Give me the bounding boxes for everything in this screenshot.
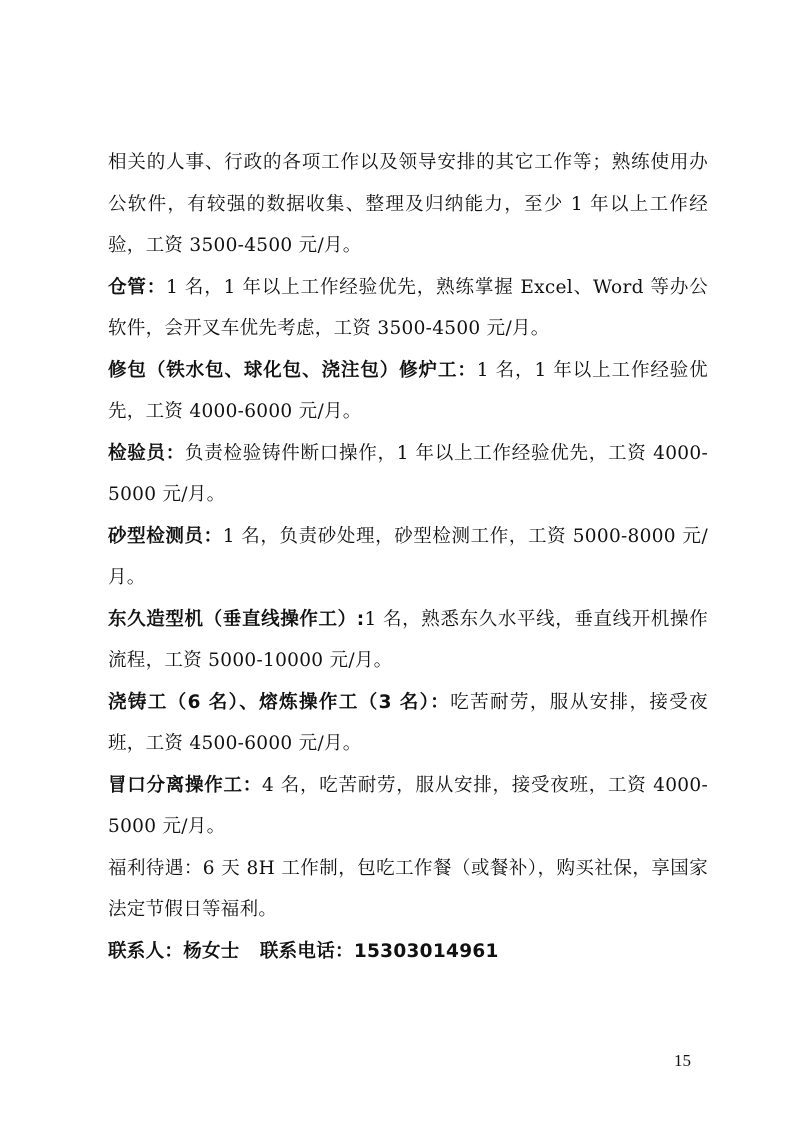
job-riser-separation [108, 765, 708, 848]
job-title: 仓管： [108, 276, 167, 298]
job-title: 浇铸工（6 名）、熔炼操作工（3 名）： [108, 691, 451, 713]
job-description: 1 名，负责砂处理，砂型检测工作，工资 5000-8000 元/月。 [108, 525, 708, 588]
job-title: 东久造型机（垂直线操作工）: [108, 608, 365, 630]
job-pouring-smelting [108, 682, 708, 765]
contact-line: 联系人：杨女士 联系电话：15303014961 [108, 940, 499, 962]
job-molding-machine-operator [108, 599, 708, 682]
job-title: 砂型检测员： [108, 525, 223, 547]
job-title: 修包（铁水包、球化包、浇注包）修炉工： [108, 359, 477, 381]
job-warehouse-keeper [108, 267, 708, 350]
benefits-paragraph: 福利待遇：6 天 8H 工作制，包吃工作餐（或餐补），购买社保，享国家法定节假日等福利。 [108, 857, 708, 920]
job-description: 吃苦耐劳，服从安排，接受夜班，工资 4500-6000 元/月。 [108, 691, 708, 754]
job-title: 冒口分离操作工： [108, 774, 263, 796]
job-inspector [108, 433, 708, 516]
job-description: 负责检验铸件断口操作，1 年以上工作经验优先，工资 4000-5000 元/月。 [108, 442, 708, 505]
job-ladle-repair [108, 350, 708, 433]
job-title: 检验员： [108, 442, 186, 464]
job-description: 1 名，1 年以上工作经验优先，熟练掌握 Excel、Word 等办公软件，会开叉车优先考虑，工资 3500-4500 元/月。 [108, 276, 709, 339]
job-description: 1 名，熟悉东久水平线，垂直线开机操作流程，工资 5000-10000 元/月。 [108, 608, 708, 671]
job-sand-tester [108, 516, 708, 599]
page-number: 15 [674, 1051, 691, 1070]
job-description: 4 名，吃苦耐劳，服从安排，接受夜班，工资 4000-5000 元/月。 [108, 774, 709, 837]
intro-paragraph: 相关的人事、行政的各项工作以及领导安排的其它工作等；熟练使用办公软件，有较强的数据收集、整理及归纳能力，至少 1 年以上工作经验，工资 3500-4500 元/月。 [108, 152, 708, 256]
job-description: 1 名，1 年以上工作经验优先，工资 4000-6000 元/月。 [108, 359, 708, 422]
document-body [108, 142, 708, 972]
